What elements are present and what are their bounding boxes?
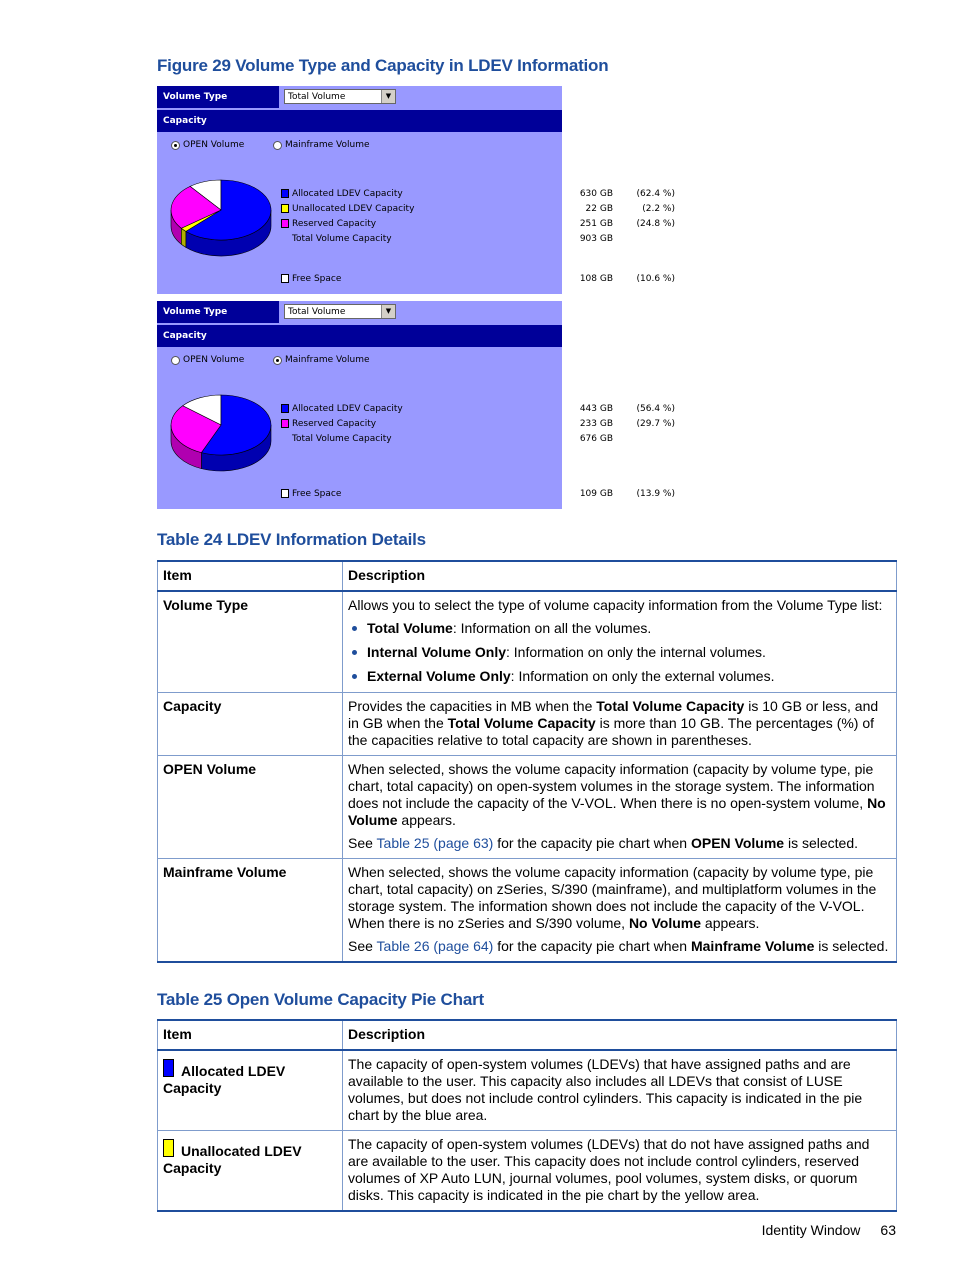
volume-type-box [279, 86, 562, 108]
row-item: Capacity [158, 693, 343, 756]
volume-type-list [348, 620, 891, 685]
reserved-swatch [281, 219, 289, 228]
chevron-down-icon[interactable]: ▼ [381, 90, 395, 103]
legend-label: Allocated LDEV Capacity [292, 189, 403, 199]
radio-open-volume[interactable] [171, 140, 244, 150]
capacity-panel-mainframe [157, 301, 675, 509]
table-row [158, 859, 897, 963]
term-text: : Information on all the volumes. [452, 620, 652, 636]
table-24-caption: Table 24 LDEV Information Details [157, 530, 426, 549]
row-description: The capacity of open-system volumes (LDEVs) that have assigned paths and are available to the user. This capacity also includes all LDEVs that consist of LUSE volumes, but does not include control cylinders. This capacity is indicated in the pie chart by the blue area. [343, 1050, 897, 1131]
figure-caption: Figure 29 Volume Type and Capacity in LDEV Information [157, 56, 609, 75]
legend-pct: (62.4 %) [636, 189, 675, 199]
see-also-text [348, 938, 891, 955]
text-part: Provides the capacities in MB when the [348, 698, 597, 714]
legend-pct: (24.8 %) [636, 219, 675, 229]
legend-gb: 903 GB [579, 234, 613, 244]
bold-term: Total Volume Capacity [596, 698, 745, 714]
radio-selected-icon [171, 141, 180, 150]
text-part: See [348, 938, 377, 954]
allocated-swatch [281, 404, 289, 413]
legend-gb: 108 GB [579, 274, 613, 284]
volume-type-label: Volume Type [157, 301, 279, 323]
bold-term: OPEN Volume [690, 835, 785, 851]
legend-label: Total Volume Capacity [292, 434, 392, 444]
text-part: is 10 GB or less, and in GB when the [348, 698, 879, 731]
item-label: Unallocated LDEV [181, 1143, 302, 1159]
term-text: : Information on only the internal volumes. [506, 644, 766, 660]
text-part: See [348, 835, 377, 851]
bold-term: Total Volume [367, 620, 453, 636]
text-part: is selected. [784, 835, 859, 851]
volume-type-value: Total Volume [288, 307, 346, 317]
table-row [158, 591, 897, 693]
text-part: appears. [397, 812, 456, 828]
radio-unselected-icon [273, 141, 282, 150]
radio-mainframe-label: Mainframe Volume [285, 355, 370, 365]
item-label: Allocated LDEV Capacity [163, 1063, 286, 1096]
radio-selected-icon [273, 356, 282, 365]
table-row [158, 756, 897, 859]
text-part: for the capacity pie chart when [493, 938, 691, 954]
radio-open-label: OPEN Volume [183, 355, 245, 365]
column-header-description: Description [343, 561, 897, 591]
description-text: Allows you to select the type of volume capacity information from the Volume Type list: [348, 597, 883, 613]
radio-open-label: OPEN Volume [183, 140, 245, 150]
table-row [158, 693, 897, 756]
page-footer [762, 1222, 896, 1238]
legend-pct: (10.6 %) [636, 274, 675, 284]
page-number: 63 [880, 1222, 896, 1238]
legend-pct: (13.9 %) [636, 489, 675, 499]
volume-type-label: Volume Type [157, 86, 279, 108]
row-description [343, 693, 897, 756]
legend-label: Free Space [292, 489, 342, 499]
free-swatch [281, 489, 289, 498]
yellow-swatch-icon [163, 1139, 174, 1157]
table-row [158, 1131, 897, 1212]
capacity-panel-open [157, 86, 675, 294]
text-part: appears. [701, 915, 760, 931]
term-text: : Information on only the external volumes. [510, 668, 775, 684]
row-item [158, 1050, 343, 1131]
bold-term: Mainframe Volume [690, 938, 815, 954]
text-part: for the capacity pie chart when [493, 835, 691, 851]
legend-label: Reserved Capacity [292, 419, 377, 429]
legend-pct: (2.2 %) [642, 204, 675, 214]
description-text [348, 698, 891, 749]
description-text [348, 864, 891, 932]
text-part: is more than 10 GB. The percentages (%) of the capacities relative to total capacity are shown in parentheses. [348, 715, 875, 748]
blue-swatch-icon [163, 1059, 174, 1077]
radio-mainframe-volume[interactable] [273, 140, 370, 150]
row-description: The capacity of open-system volumes (LDEVs) that do not have assigned paths and are available to the user. This capacity does not include control cylinders, reserved volumes of XP Auto LUN, journal volumes, pool volumes, system disks, or quorum disks. This capacity is indicated in the pie chart by the yellow area. [343, 1131, 897, 1212]
bold-term: Total Volume Capacity [447, 715, 596, 731]
volume-type-box [279, 301, 562, 323]
legend-gb: 233 GB [579, 419, 613, 429]
volume-type-value: Total Volume [288, 92, 346, 102]
column-header-description: Description [343, 1020, 897, 1050]
description-text [348, 761, 891, 829]
legend-pct: (56.4 %) [636, 404, 675, 414]
bold-term: Internal Volume Only [367, 644, 506, 660]
legend-gb: 22 GB [585, 204, 613, 214]
capacity-header: Capacity [157, 110, 562, 132]
text-part: is selected. [814, 938, 889, 954]
legend-label: Allocated LDEV Capacity [292, 404, 403, 414]
legend-pct: (29.7 %) [636, 419, 675, 429]
row-item [158, 1131, 343, 1212]
row-description [343, 591, 897, 693]
legend-gb: 630 GB [579, 189, 613, 199]
legend-label: Total Volume Capacity [292, 234, 392, 244]
list-item [367, 620, 891, 637]
row-item: Volume Type [158, 591, 343, 693]
row-item: OPEN Volume [158, 756, 343, 859]
ldev-information-table [157, 560, 897, 963]
row-item: Mainframe Volume [158, 859, 343, 963]
text-part: When selected, shows the volume capacity information (capacity by volume type, pie chart, total capacity) on open-system volumes in the storage system. The information does not include the capacity of the V-VOL. When there is no open-system volume, [348, 761, 875, 811]
legend-gb: 251 GB [579, 219, 613, 229]
list-item [367, 644, 891, 661]
item-label: Capacity [163, 1160, 222, 1176]
legend-gb: 676 GB [579, 434, 613, 444]
capacity-pie-chart [167, 174, 275, 266]
volume-type-select[interactable] [284, 89, 396, 104]
volume-type-select[interactable] [284, 304, 396, 319]
legend-gb: 109 GB [579, 489, 613, 499]
free-swatch [281, 274, 289, 283]
radio-unselected-icon [171, 356, 180, 365]
bold-term: External Volume Only [367, 668, 511, 684]
footer-section: Identity Window [761, 1222, 861, 1238]
table-row [158, 1050, 897, 1131]
radio-mainframe-volume[interactable] [273, 355, 370, 365]
table-25-link[interactable]: Table 25 (page 63) [376, 835, 494, 851]
column-header-item: Item [158, 1020, 343, 1050]
text-part: When selected, shows the volume capacity information (capacity by volume type, pie chart, total capacity) on zSeries, S/390 (mainframe), and multiplatform volumes in the storage system. The information shown does not include the capacity of the V-VOL. When there is no zSeries and S/390 volume, [348, 864, 877, 931]
radio-open-volume[interactable] [171, 355, 244, 365]
capacity-header: Capacity [157, 325, 562, 347]
bold-term: No Volume [348, 795, 886, 828]
allocated-swatch [281, 189, 289, 198]
list-item [367, 668, 891, 685]
row-description [343, 756, 897, 859]
table-25-caption: Table 25 Open Volume Capacity Pie Chart [157, 990, 484, 1009]
see-also-text [348, 835, 891, 852]
open-volume-pie-table [157, 1019, 897, 1212]
bold-term: No Volume [628, 915, 702, 931]
radio-mainframe-label: Mainframe Volume [285, 140, 370, 150]
capacity-pie-chart [167, 389, 275, 481]
chevron-down-icon[interactable]: ▼ [381, 305, 395, 318]
reserved-swatch [281, 419, 289, 428]
legend-gb: 443 GB [579, 404, 613, 414]
table-26-link[interactable]: Table 26 (page 64) [376, 938, 494, 954]
legend-label: Free Space [292, 274, 342, 284]
column-header-item: Item [158, 561, 343, 591]
legend-label: Unallocated LDEV Capacity [292, 204, 415, 214]
row-description [343, 859, 897, 963]
unallocated-swatch [281, 204, 289, 213]
legend-label: Reserved Capacity [292, 219, 377, 229]
